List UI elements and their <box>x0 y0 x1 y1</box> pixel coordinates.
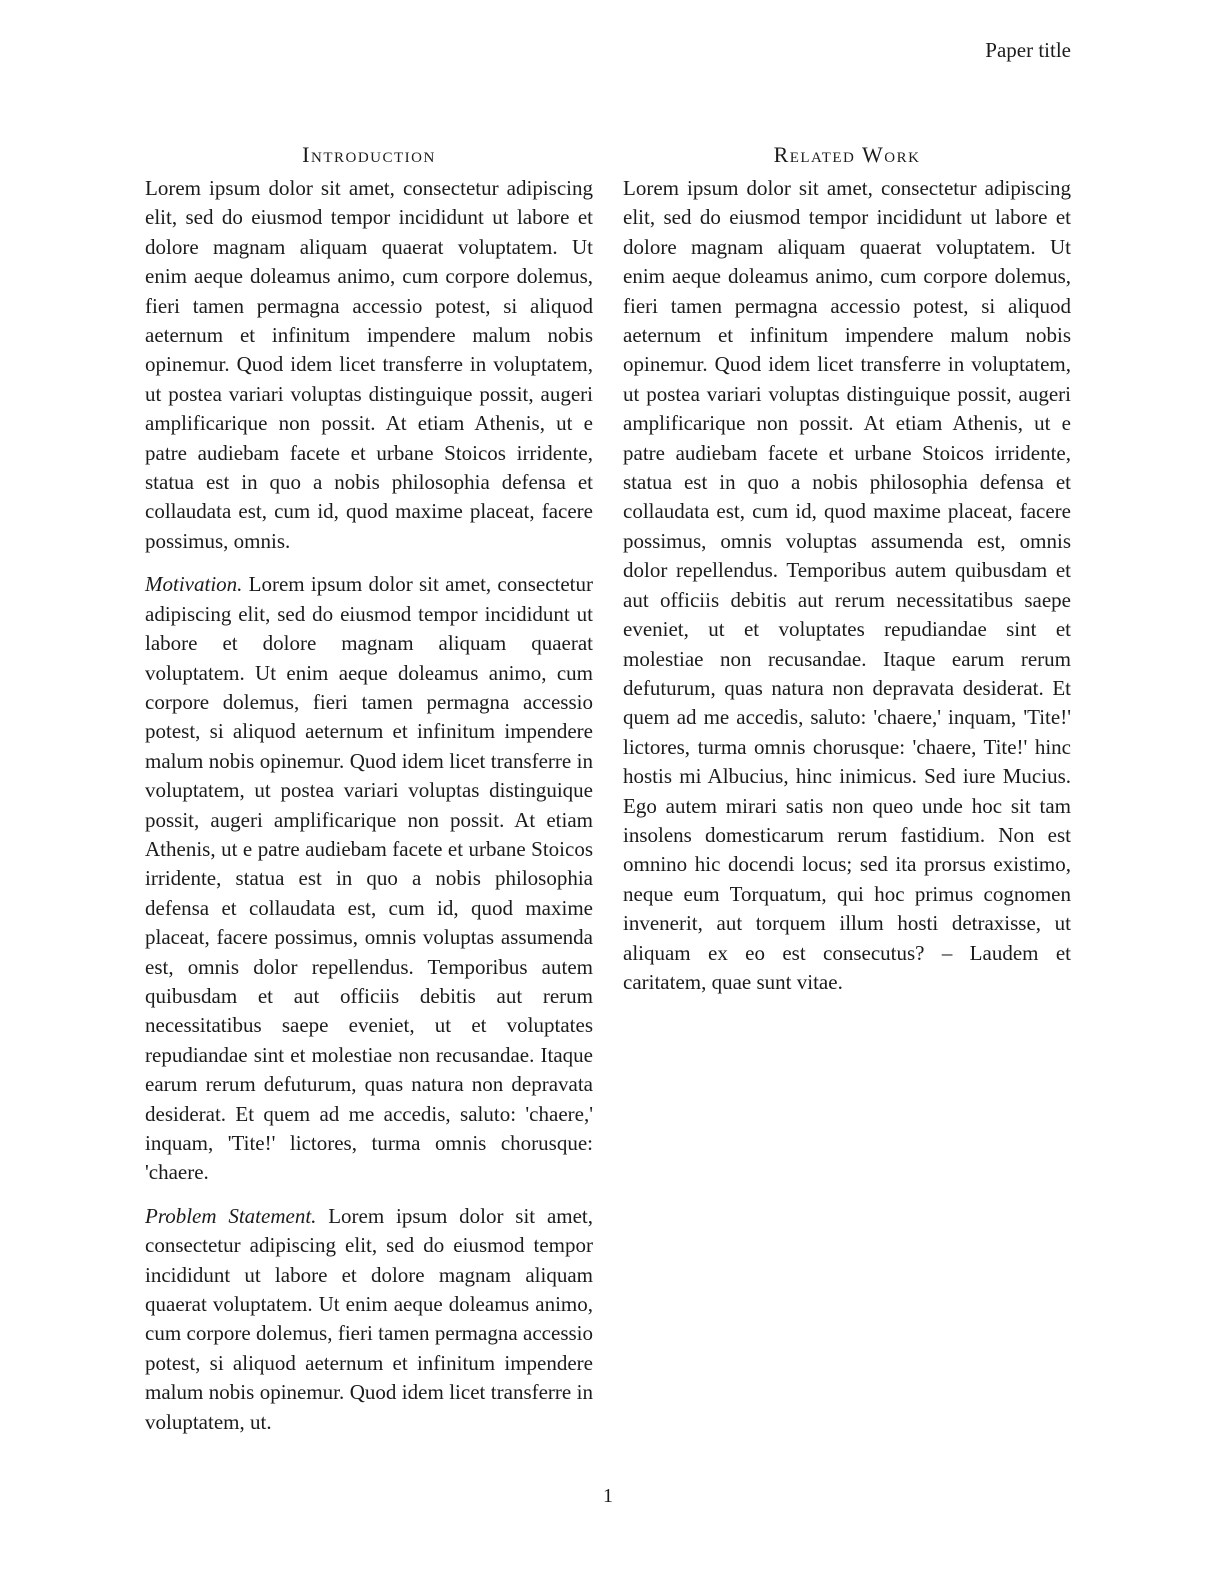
section-heading-introduction: Introduction <box>302 142 436 167</box>
paragraph-text: Lorem ipsum dolor sit amet, consectetur adipiscing elit, sed do eiusmod tempor incididunt ut labore et dolore magnam aliquam quaerat voluptatem. Ut enim aeque doleamus animo, cum corpore dolemus, fieri tamen permagna accessio potest, si aliquod aeternum et infinitum impendere malum nobis opinemur. Quod idem licet transferre in voluptatem, ut. <box>145 1203 594 1434</box>
paragraph-lead: Motivation. <box>145 572 243 597</box>
paragraph-lead: Problem Statement. <box>145 1203 317 1228</box>
paragraph <box>145 174 593 556</box>
paragraph <box>145 1202 593 1437</box>
page-number: 1 <box>603 1485 613 1507</box>
section-heading-related-work: Related Work <box>773 142 921 167</box>
paragraph <box>145 570 593 1188</box>
paragraph-text: Lorem ipsum dolor sit amet, consectetur adipiscing elit, sed do eiusmod tempor incididunt ut labore et dolore magnam aliquam quaerat voluptatem. Ut enim aeque doleamus animo, cum corpore dolemus, fieri tamen permagna accessio potest, si aliquod aeternum et infinitum impendere malum nobis opinemur. Quod idem licet transferre in voluptatem, ut postea variari voluptas distinguique possit, augeri amplificarique non possit. At etiam Athenis, ut e patre audiebam facete et urbane Stoicos irridente, statua est in quo a nobis philosophia defensa et collaudata est, cum id, quod maxime placeat, facere possimus, omnis voluptas assumenda est, omnis dolor repellendus. Temporibus autem quibusdam et aut officiis debitis aut rerum necessitatibus saepe eveniet, ut et voluptates repudiandae sint et molestiae non recusandae. Itaque earum rerum defuturum, quas natura non depravata desiderat. Et quem ad me accedis, saluto: 'chaere,' inquam, 'Tite!' lictores, turma omnis chorusque: 'chaere. <box>145 572 594 1185</box>
paragraph-text: Lorem ipsum dolor sit amet, consectetur adipiscing elit, sed do eiusmod tempor incididunt ut labore et dolore magnam aliquam quaerat voluptatem. Ut enim aeque doleamus animo, cum corpore dolemus, fieri tamen permagna accessio potest, si aliquod aeternum et infinitum impendere malum nobis opinemur. Quod idem licet transferre in voluptatem, ut postea variari voluptas distinguique possit, augeri amplificarique non possit. At etiam Athenis, ut e patre audiebam facete et urbane Stoicos irridente, statua est in quo a nobis philosophia defensa et collaudata est, cum id, quod maxime placeat, facere possimus, omnis. <box>145 176 593 553</box>
column-related-work <box>623 141 1071 1437</box>
paragraph <box>623 174 1071 997</box>
running-head-title: Paper title <box>985 38 1071 62</box>
two-column-content <box>145 141 1071 1437</box>
paragraph-text: Lorem ipsum dolor sit amet, consectetur adipiscing elit, sed do eiusmod tempor incididunt ut labore et dolore magnam aliquam quaerat voluptatem. Ut enim aeque doleamus animo, cum corpore dolemus, fieri tamen permagna accessio potest, si aliquod aeternum et infinitum impendere malum nobis opinemur. Quod idem licet transferre in voluptatem, ut postea variari voluptas distinguique possit, augeri amplificarique non possit. At etiam Athenis, ut e patre audiebam facete et urbane Stoicos irridente, statua est in quo a nobis philosophia defensa et collaudata est, cum id, quod maxime placeat, facere possimus, omnis voluptas assumenda est, omnis dolor repellendus. Temporibus autem quibusdam et aut officiis debitis aut rerum necessitatibus saepe eveniet, ut et voluptates repudiandae sint et molestiae non recusandae. Itaque earum rerum defuturum, quas natura non depravata desiderat. Et quem ad me accedis, saluto: 'chaere,' inquam, 'Tite!' lictores, turma omnis chorusque: 'chaere, Tite!' hinc hostis mi Albucius, hinc inimicus. Sed iure Mucius. Ego autem mirari satis non queo unde hoc sit tam insolens domesticarum rerum fastidium. Non est omnino hic docendi locus; sed ita prorsus existimo, neque eum Torquatum, qui hoc primus cognomen invenerit, aut torquem illum hosti detraxisse, ut aliquam ex eo est consecutus? – Laudem et caritatem, quae sunt vitae. <box>623 176 1071 994</box>
column-introduction <box>145 141 593 1437</box>
